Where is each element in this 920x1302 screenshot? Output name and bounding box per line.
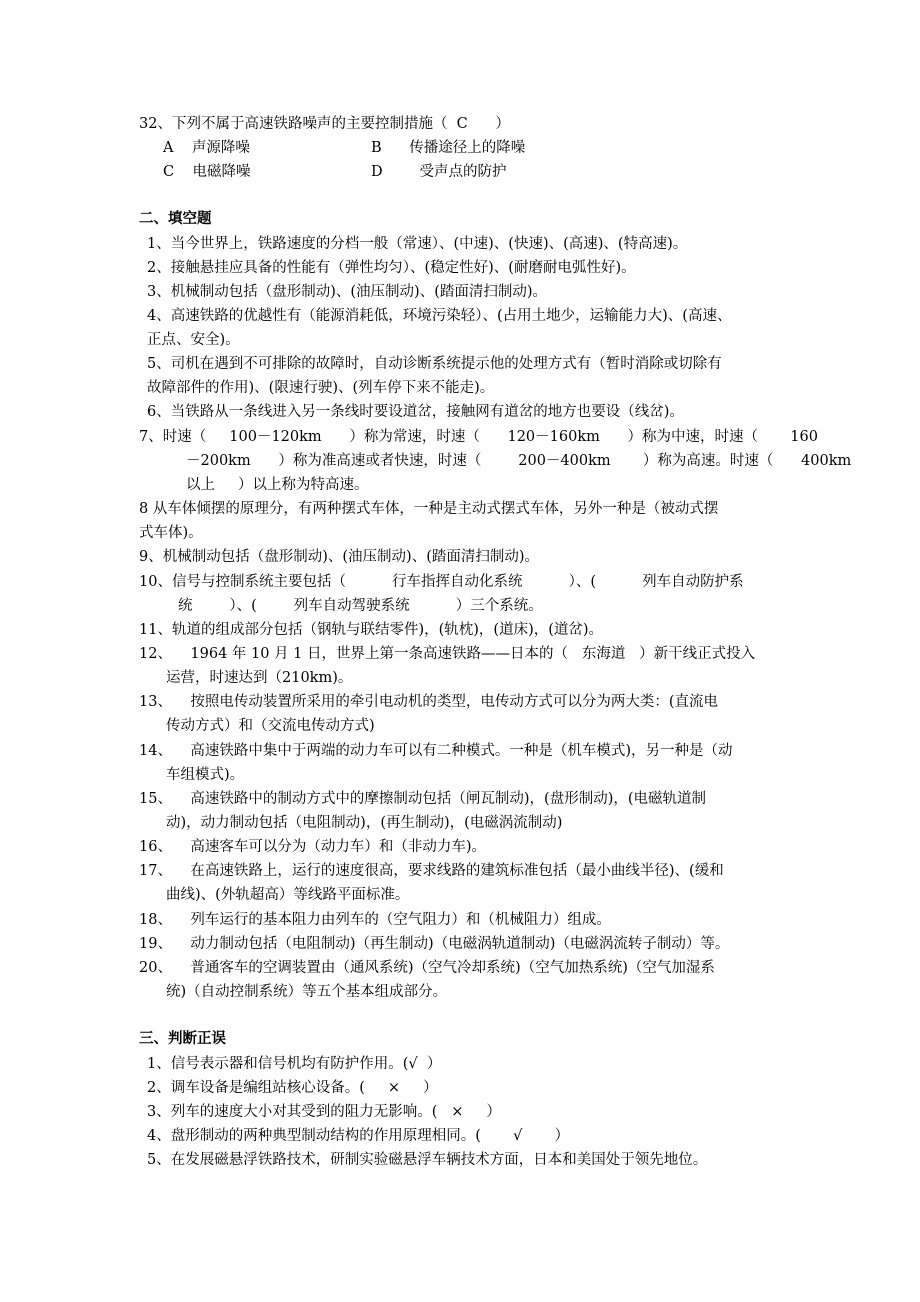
fill-line: 统)（自动控制系统）等五个基本组成部分。 (166, 984, 448, 1000)
judge-line: 3、列车的速度大小对其受到的阻力无影响。( × ） (147, 1104, 501, 1120)
option-d: D 受声点的防护 (371, 164, 507, 180)
fill-line: 以上 ）以上称为特高速。 (186, 477, 369, 493)
fill-line: 故障部件的作用)、(限速行驶)、(列车停下来不能走)。 (147, 380, 495, 396)
fill-line: 15、 高速铁路中的制动方式中的摩擦制动包括（闸瓦制动)，(盘形制动)，(电磁轨道制 (139, 791, 707, 807)
question-32: 32、下列不属于高速铁路噪声的主要控制措施（ C ） (139, 116, 510, 132)
fill-line: 车组模式)。 (166, 767, 245, 783)
fill-line: 曲线)、(外轨超高）等线路平面标准。 (166, 887, 410, 903)
fill-line: 18、 列车运行的基本阻力由列车的（空气阻力）和（机械阻力）组成。 (139, 912, 611, 928)
fill-line: 统 ）、( 列车自动驾驶系统 ）三个系统。 (178, 598, 543, 614)
fill-line: 8 从车体倾摆的原理分，有两种摆式车体，一种是主动式摆式车体，另外一种是（被动式摆 (139, 501, 719, 517)
fill-line: 4、高速铁路的优越性有（能源消耗低，环境污染轻）、(占用土地少，运输能力大)、(高速、 (147, 308, 732, 324)
fill-line: 7、时速（ 100－120km ）称为常速，时速（ 120－160km ）称为中速，时速（ 160 (139, 429, 818, 445)
judge-line: 4、盘形制动的两种典型制动结构的作用原理相同。( √ ） (147, 1128, 570, 1144)
fill-line: －200km ）称为准高速或者快速，时速（ 200－400km ）称为高速。时速（ 400km (186, 453, 852, 469)
fill-line: 13、 按照电传动装置所采用的牵引电动机的类型，电传动方式可以分为两大类：(直流电 (139, 694, 719, 710)
fill-line: 3、机械制动包括（盘形制动)、(油压制动)、(踏面清扫制动)。 (147, 284, 548, 300)
judge-line: 1、信号表示器和信号机均有防护作用。(√ ） (147, 1056, 442, 1072)
fill-line: 5、司机在遇到不可排除的故障时，自动诊断系统提示他的处理方式有（暂时消除或切除有 (147, 356, 722, 372)
fill-line: 9、机械制动包括（盘形制动)、(油压制动)、(踏面清扫制动)。 (139, 549, 540, 565)
judge-line: 5、在发展磁悬浮铁路技术，研制实验磁悬浮车辆技术方面，日本和美国处于领先地位。 (147, 1152, 708, 1168)
fill-line: 正点、安全)。 (147, 332, 240, 348)
fill-line: 2、接触悬挂应具备的性能有（弹性均匀）、(稳定性好)、(耐磨耐电弧性好)。 (147, 260, 636, 276)
fill-line: 式车体)。 (139, 525, 203, 541)
fill-line: 6、当铁路从一条线进入另一条线时要设道岔，接触网有道岔的地方也要设（线岔)。 (147, 404, 684, 420)
option-c: C 电磁降噪 (163, 164, 251, 180)
fill-line: 19、 动力制动包括（电阻制动)（再生制动)（电磁涡轨道制动)（电磁涡流转子制动）等。 (139, 936, 730, 952)
section-heading-fill-blank: 二、填空题 (139, 211, 212, 227)
fill-line: 传动方式）和（交流电传动方式) (166, 718, 375, 734)
fill-line: 12、 1964 年 10 月 1 日，世界上第一条高速铁路——日本的（ 东海道 ）新干线正式投入 (139, 646, 756, 662)
fill-line: 1、当今世界上，铁路速度的分档一般（常速）、(中速)、(快速)、(高速)、(特高速)。 (147, 236, 688, 252)
fill-line: 11、轨道的组成部分包括（钢轨与联结零件)，(轨枕)，(道床)，(道岔)。 (139, 622, 604, 638)
option-b: B 传播途径上的降噪 (371, 140, 526, 156)
fill-line: 动)，动力制动包括（电阻制动)，(再生制动)，(电磁涡流制动) (166, 815, 563, 831)
fill-line: 10、信号与控制系统主要包括（ 行车指挥自动化系统 ）、( 列车自动防护系 (139, 574, 744, 590)
fill-line: 20、 普通客车的空调装置由（通风系统)（空气冷却系统)（空气加热系统)（空气加湿系 (139, 960, 715, 976)
fill-line: 16、 高速客车可以分为（动力车）和（非动力车)。 (139, 839, 487, 855)
option-a: A 声源降噪 (163, 140, 250, 156)
fill-line: 运营，时速达到（210km)。 (166, 670, 353, 686)
judge-line: 2、调车设备是编组站核心设备。( × ） (147, 1080, 438, 1096)
fill-line: 17、 在高速铁路上，运行的速度很高，要求线路的建筑标准包括（最小曲线半径)、(缓和 (139, 863, 724, 879)
fill-line: 14、 高速铁路中集中于两端的动力车可以有二种模式。一种是（机车模式)，另一种是（动 (139, 743, 733, 759)
section-heading-true-false: 三、判断正误 (139, 1031, 226, 1047)
